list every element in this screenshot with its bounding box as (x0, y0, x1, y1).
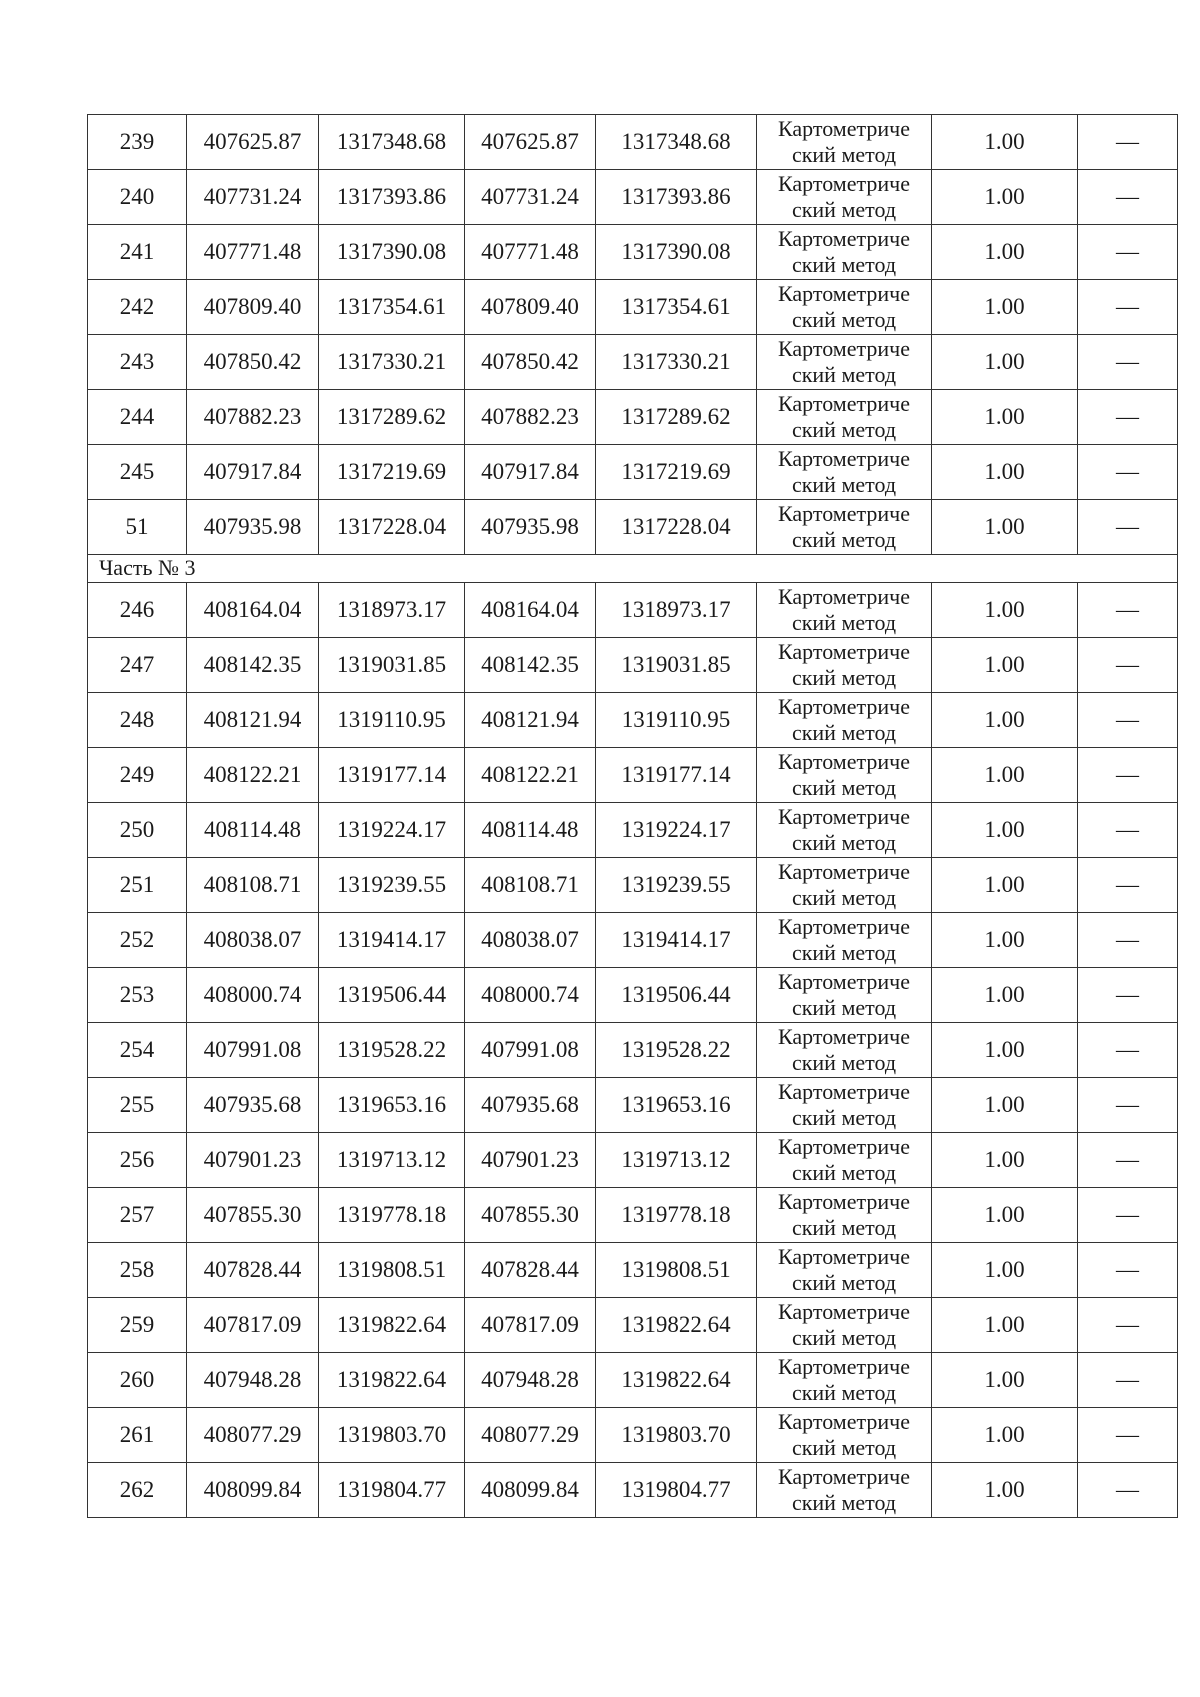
method-text-line1: Картометриче (778, 1078, 910, 1104)
x-refined-cell: 407935.98 (465, 500, 596, 555)
note-cell: — (1078, 1353, 1178, 1408)
point-number-cell: 254 (88, 1023, 187, 1078)
y-existing-cell: 1317228.04 (319, 500, 465, 555)
x-refined-cell: 407882.23 (465, 390, 596, 445)
y-refined-cell: 1319803.70 (596, 1408, 757, 1463)
y-refined-cell: 1317348.68 (596, 115, 757, 170)
method-cell (757, 170, 932, 225)
x-refined-cell: 407817.09 (465, 1298, 596, 1353)
method-text-line1: Картометриче (778, 858, 910, 884)
note-cell: — (1078, 280, 1178, 335)
accuracy-cell: 1.00 (932, 1353, 1078, 1408)
accuracy-cell: 1.00 (932, 1408, 1078, 1463)
method-text-line1: Картометриче (778, 225, 910, 251)
note-cell: — (1078, 445, 1178, 500)
method-text-line2: ский метод (791, 940, 897, 965)
x-existing-cell: 407882.23 (187, 390, 319, 445)
y-existing-cell: 1319778.18 (319, 1188, 465, 1243)
accuracy-cell: 1.00 (932, 335, 1078, 390)
method-text-line1: Картометриче (778, 1243, 910, 1269)
point-number-cell: 240 (88, 170, 187, 225)
y-refined-cell: 1319653.16 (596, 1078, 757, 1133)
method-text-line2: ский метод (791, 775, 897, 800)
accuracy-cell: 1.00 (932, 225, 1078, 280)
y-refined-cell: 1319239.55 (596, 858, 757, 913)
point-number-cell: 250 (88, 803, 187, 858)
point-number-cell: 258 (88, 1243, 187, 1298)
x-existing-cell: 407855.30 (187, 1188, 319, 1243)
method-text-line1: Картометриче (778, 1188, 910, 1214)
method-text-line2: ский метод (791, 252, 897, 277)
y-existing-cell: 1319528.22 (319, 1023, 465, 1078)
method-cell (757, 638, 932, 693)
y-existing-cell: 1319031.85 (319, 638, 465, 693)
accuracy-cell: 1.00 (932, 1078, 1078, 1133)
method-text-line2: ский метод (791, 885, 897, 910)
point-number-cell: 51 (88, 500, 187, 555)
y-refined-cell: 1317228.04 (596, 500, 757, 555)
x-refined-cell: 408142.35 (465, 638, 596, 693)
table-row (88, 803, 1178, 858)
method-text-line2: ский метод (791, 1435, 897, 1460)
method-text-line2: ский метод (791, 1270, 897, 1295)
table-row (88, 115, 1178, 170)
y-refined-cell: 1319804.77 (596, 1463, 757, 1518)
y-existing-cell: 1319804.77 (319, 1463, 465, 1518)
point-number-cell: 242 (88, 280, 187, 335)
point-number-cell: 246 (88, 583, 187, 638)
note-cell: — (1078, 1133, 1178, 1188)
x-existing-cell: 408099.84 (187, 1463, 319, 1518)
table-row (88, 968, 1178, 1023)
method-text-line1: Картометриче (778, 583, 910, 609)
method-text-line2: ский метод (791, 307, 897, 332)
point-number-cell: 261 (88, 1408, 187, 1463)
x-existing-cell: 407625.87 (187, 115, 319, 170)
method-text-line2: ский метод (791, 417, 897, 442)
note-cell: — (1078, 803, 1178, 858)
method-text-line1: Картометриче (778, 115, 910, 141)
accuracy-cell: 1.00 (932, 803, 1078, 858)
method-cell (757, 1133, 932, 1188)
y-existing-cell: 1319653.16 (319, 1078, 465, 1133)
y-refined-cell: 1319110.95 (596, 693, 757, 748)
method-text-line1: Картометриче (778, 170, 910, 196)
y-existing-cell: 1317219.69 (319, 445, 465, 500)
y-existing-cell: 1319808.51 (319, 1243, 465, 1298)
accuracy-cell: 1.00 (932, 858, 1078, 913)
method-text-line2: ский метод (791, 665, 897, 690)
y-existing-cell: 1319822.64 (319, 1298, 465, 1353)
x-refined-cell: 407948.28 (465, 1353, 596, 1408)
y-refined-cell: 1317330.21 (596, 335, 757, 390)
method-text-line1: Картометриче (778, 638, 910, 664)
x-existing-cell: 407917.84 (187, 445, 319, 500)
x-existing-cell: 408038.07 (187, 913, 319, 968)
x-existing-cell: 407935.98 (187, 500, 319, 555)
point-number-cell: 245 (88, 445, 187, 500)
x-refined-cell: 407935.68 (465, 1078, 596, 1133)
table-row (88, 1243, 1178, 1298)
method-text-line2: ский метод (791, 1215, 897, 1240)
method-text-line2: ский метод (791, 830, 897, 855)
table-row (88, 1188, 1178, 1243)
y-refined-cell: 1319506.44 (596, 968, 757, 1023)
note-cell: — (1078, 335, 1178, 390)
table-row (88, 1133, 1178, 1188)
method-text-line1: Картометриче (778, 693, 910, 719)
table-row (88, 445, 1178, 500)
accuracy-cell: 1.00 (932, 968, 1078, 1023)
method-text-line2: ский метод (791, 1160, 897, 1185)
point-number-cell: 252 (88, 913, 187, 968)
x-refined-cell: 407771.48 (465, 225, 596, 280)
method-text-line1: Картометриче (778, 1353, 910, 1379)
note-cell: — (1078, 170, 1178, 225)
y-refined-cell: 1319177.14 (596, 748, 757, 803)
x-existing-cell: 407828.44 (187, 1243, 319, 1298)
method-text-line2: ский метод (791, 142, 897, 167)
x-existing-cell: 408000.74 (187, 968, 319, 1023)
table-row (88, 390, 1178, 445)
accuracy-cell: 1.00 (932, 1298, 1078, 1353)
method-cell (757, 1078, 932, 1133)
note-cell: — (1078, 1243, 1178, 1298)
method-text-line2: ский метод (791, 610, 897, 635)
note-cell: — (1078, 693, 1178, 748)
table-row (88, 858, 1178, 913)
note-cell: — (1078, 1408, 1178, 1463)
y-refined-cell: 1319031.85 (596, 638, 757, 693)
table-row (88, 1408, 1178, 1463)
x-refined-cell: 408122.21 (465, 748, 596, 803)
x-refined-cell: 407731.24 (465, 170, 596, 225)
accuracy-cell: 1.00 (932, 1188, 1078, 1243)
x-existing-cell: 407901.23 (187, 1133, 319, 1188)
method-cell (757, 748, 932, 803)
point-number-cell: 256 (88, 1133, 187, 1188)
table-row (88, 1353, 1178, 1408)
note-cell: — (1078, 638, 1178, 693)
method-cell (757, 280, 932, 335)
note-cell: — (1078, 225, 1178, 280)
x-existing-cell: 407991.08 (187, 1023, 319, 1078)
x-refined-cell: 407625.87 (465, 115, 596, 170)
y-refined-cell: 1317390.08 (596, 225, 757, 280)
point-number-cell: 248 (88, 693, 187, 748)
y-existing-cell: 1319414.17 (319, 913, 465, 968)
point-number-cell: 262 (88, 1463, 187, 1518)
method-text-line1: Картометриче (778, 1023, 910, 1049)
table-row (88, 1023, 1178, 1078)
point-number-cell: 249 (88, 748, 187, 803)
method-text-line1: Картометриче (778, 1133, 910, 1159)
accuracy-cell: 1.00 (932, 1243, 1078, 1298)
method-cell (757, 1023, 932, 1078)
x-refined-cell: 407809.40 (465, 280, 596, 335)
table-row (88, 280, 1178, 335)
y-existing-cell: 1319224.17 (319, 803, 465, 858)
note-cell: — (1078, 913, 1178, 968)
accuracy-cell: 1.00 (932, 1023, 1078, 1078)
method-text-line2: ский метод (791, 995, 897, 1020)
y-existing-cell: 1317390.08 (319, 225, 465, 280)
method-cell (757, 1298, 932, 1353)
method-text-line2: ский метод (791, 720, 897, 745)
method-text-line2: ский метод (791, 1380, 897, 1405)
accuracy-cell: 1.00 (932, 280, 1078, 335)
method-text-line1: Картометриче (778, 500, 910, 526)
point-number-cell: 253 (88, 968, 187, 1023)
accuracy-cell: 1.00 (932, 638, 1078, 693)
y-refined-cell: 1319822.64 (596, 1353, 757, 1408)
table-row (88, 638, 1178, 693)
method-cell (757, 1463, 932, 1518)
method-text-line1: Картометриче (778, 803, 910, 829)
note-cell: — (1078, 748, 1178, 803)
method-cell (757, 968, 932, 1023)
section-header-row (88, 555, 1178, 583)
method-cell (757, 1188, 932, 1243)
note-cell: — (1078, 115, 1178, 170)
table-row (88, 913, 1178, 968)
y-refined-cell: 1319414.17 (596, 913, 757, 968)
x-refined-cell: 407855.30 (465, 1188, 596, 1243)
method-cell (757, 225, 932, 280)
coordinates-table (87, 114, 1178, 1518)
method-cell (757, 693, 932, 748)
method-text-line1: Картометриче (778, 280, 910, 306)
note-cell: — (1078, 500, 1178, 555)
note-cell: — (1078, 583, 1178, 638)
note-cell: — (1078, 390, 1178, 445)
x-refined-cell: 407901.23 (465, 1133, 596, 1188)
y-existing-cell: 1319177.14 (319, 748, 465, 803)
point-number-cell: 244 (88, 390, 187, 445)
x-refined-cell: 408038.07 (465, 913, 596, 968)
x-refined-cell: 408099.84 (465, 1463, 596, 1518)
y-existing-cell: 1319239.55 (319, 858, 465, 913)
accuracy-cell: 1.00 (932, 1463, 1078, 1518)
method-cell (757, 500, 932, 555)
method-cell (757, 583, 932, 638)
accuracy-cell: 1.00 (932, 693, 1078, 748)
table-row (88, 1298, 1178, 1353)
method-cell (757, 858, 932, 913)
method-cell (757, 390, 932, 445)
method-cell (757, 445, 932, 500)
y-refined-cell: 1319808.51 (596, 1243, 757, 1298)
x-existing-cell: 407731.24 (187, 170, 319, 225)
method-text-line1: Картометриче (778, 968, 910, 994)
method-cell (757, 1408, 932, 1463)
method-cell (757, 1353, 932, 1408)
section-label: Часть № 3 (88, 555, 1178, 583)
method-text-line1: Картометриче (778, 390, 910, 416)
accuracy-cell: 1.00 (932, 748, 1078, 803)
x-refined-cell: 408108.71 (465, 858, 596, 913)
note-cell: — (1078, 1188, 1178, 1243)
method-text-line1: Картометриче (778, 1298, 910, 1324)
method-text-line1: Картометриче (778, 445, 910, 471)
x-refined-cell: 408000.74 (465, 968, 596, 1023)
x-refined-cell: 408121.94 (465, 693, 596, 748)
method-text-line2: ский метод (791, 527, 897, 552)
x-refined-cell: 408164.04 (465, 583, 596, 638)
point-number-cell: 255 (88, 1078, 187, 1133)
x-refined-cell: 408114.48 (465, 803, 596, 858)
point-number-cell: 257 (88, 1188, 187, 1243)
y-refined-cell: 1317354.61 (596, 280, 757, 335)
point-number-cell: 243 (88, 335, 187, 390)
x-existing-cell: 408122.21 (187, 748, 319, 803)
y-existing-cell: 1319110.95 (319, 693, 465, 748)
accuracy-cell: 1.00 (932, 170, 1078, 225)
x-existing-cell: 407817.09 (187, 1298, 319, 1353)
x-refined-cell: 407917.84 (465, 445, 596, 500)
accuracy-cell: 1.00 (932, 390, 1078, 445)
x-existing-cell: 407935.68 (187, 1078, 319, 1133)
method-text-line2: ский метод (791, 472, 897, 497)
note-cell: — (1078, 968, 1178, 1023)
y-existing-cell: 1319713.12 (319, 1133, 465, 1188)
note-cell: — (1078, 1023, 1178, 1078)
x-existing-cell: 408114.48 (187, 803, 319, 858)
x-existing-cell: 408121.94 (187, 693, 319, 748)
y-existing-cell: 1317289.62 (319, 390, 465, 445)
accuracy-cell: 1.00 (932, 583, 1078, 638)
table-row (88, 225, 1178, 280)
y-refined-cell: 1318973.17 (596, 583, 757, 638)
method-text-line2: ский метод (791, 1325, 897, 1350)
table-row (88, 170, 1178, 225)
x-existing-cell: 408164.04 (187, 583, 319, 638)
accuracy-cell: 1.00 (932, 500, 1078, 555)
note-cell: — (1078, 1078, 1178, 1133)
point-number-cell: 247 (88, 638, 187, 693)
note-cell: — (1078, 1463, 1178, 1518)
table-row (88, 693, 1178, 748)
table-row (88, 500, 1178, 555)
x-existing-cell: 407809.40 (187, 280, 319, 335)
y-existing-cell: 1317330.21 (319, 335, 465, 390)
y-refined-cell: 1319822.64 (596, 1298, 757, 1353)
table-row (88, 1463, 1178, 1518)
note-cell: — (1078, 858, 1178, 913)
x-refined-cell: 407991.08 (465, 1023, 596, 1078)
y-refined-cell: 1319224.17 (596, 803, 757, 858)
x-existing-cell: 407850.42 (187, 335, 319, 390)
method-cell (757, 1243, 932, 1298)
point-number-cell: 260 (88, 1353, 187, 1408)
table-row (88, 583, 1178, 638)
x-existing-cell: 407948.28 (187, 1353, 319, 1408)
accuracy-cell: 1.00 (932, 1133, 1078, 1188)
method-text-line1: Картометриче (778, 1463, 910, 1489)
y-existing-cell: 1318973.17 (319, 583, 465, 638)
x-refined-cell: 407828.44 (465, 1243, 596, 1298)
method-text-line1: Картометриче (778, 1408, 910, 1434)
y-existing-cell: 1319803.70 (319, 1408, 465, 1463)
table-row (88, 335, 1178, 390)
method-text-line1: Картометриче (778, 913, 910, 939)
y-existing-cell: 1317354.61 (319, 280, 465, 335)
y-refined-cell: 1317289.62 (596, 390, 757, 445)
point-number-cell: 241 (88, 225, 187, 280)
accuracy-cell: 1.00 (932, 913, 1078, 968)
method-cell (757, 115, 932, 170)
method-text-line2: ский метод (791, 362, 897, 387)
y-existing-cell: 1317393.86 (319, 170, 465, 225)
method-text-line2: ский метод (791, 1050, 897, 1075)
method-cell (757, 913, 932, 968)
x-refined-cell: 407850.42 (465, 335, 596, 390)
method-cell (757, 335, 932, 390)
table-body (88, 115, 1178, 1518)
y-existing-cell: 1317348.68 (319, 115, 465, 170)
method-text-line2: ский метод (791, 1490, 897, 1515)
y-existing-cell: 1319506.44 (319, 968, 465, 1023)
x-existing-cell: 408108.71 (187, 858, 319, 913)
point-number-cell: 259 (88, 1298, 187, 1353)
y-existing-cell: 1319822.64 (319, 1353, 465, 1408)
note-cell: — (1078, 1298, 1178, 1353)
point-number-cell: 251 (88, 858, 187, 913)
y-refined-cell: 1317219.69 (596, 445, 757, 500)
x-existing-cell: 408077.29 (187, 1408, 319, 1463)
y-refined-cell: 1317393.86 (596, 170, 757, 225)
accuracy-cell: 1.00 (932, 115, 1078, 170)
y-refined-cell: 1319778.18 (596, 1188, 757, 1243)
table-row (88, 748, 1178, 803)
y-refined-cell: 1319713.12 (596, 1133, 757, 1188)
x-existing-cell: 407771.48 (187, 225, 319, 280)
x-existing-cell: 408142.35 (187, 638, 319, 693)
method-text-line1: Картометриче (778, 335, 910, 361)
method-text-line2: ский метод (791, 1105, 897, 1130)
table-row (88, 1078, 1178, 1133)
y-refined-cell: 1319528.22 (596, 1023, 757, 1078)
x-refined-cell: 408077.29 (465, 1408, 596, 1463)
method-text-line2: ский метод (791, 197, 897, 222)
accuracy-cell: 1.00 (932, 445, 1078, 500)
point-number-cell: 239 (88, 115, 187, 170)
method-text-line1: Картометриче (778, 748, 910, 774)
method-cell (757, 803, 932, 858)
